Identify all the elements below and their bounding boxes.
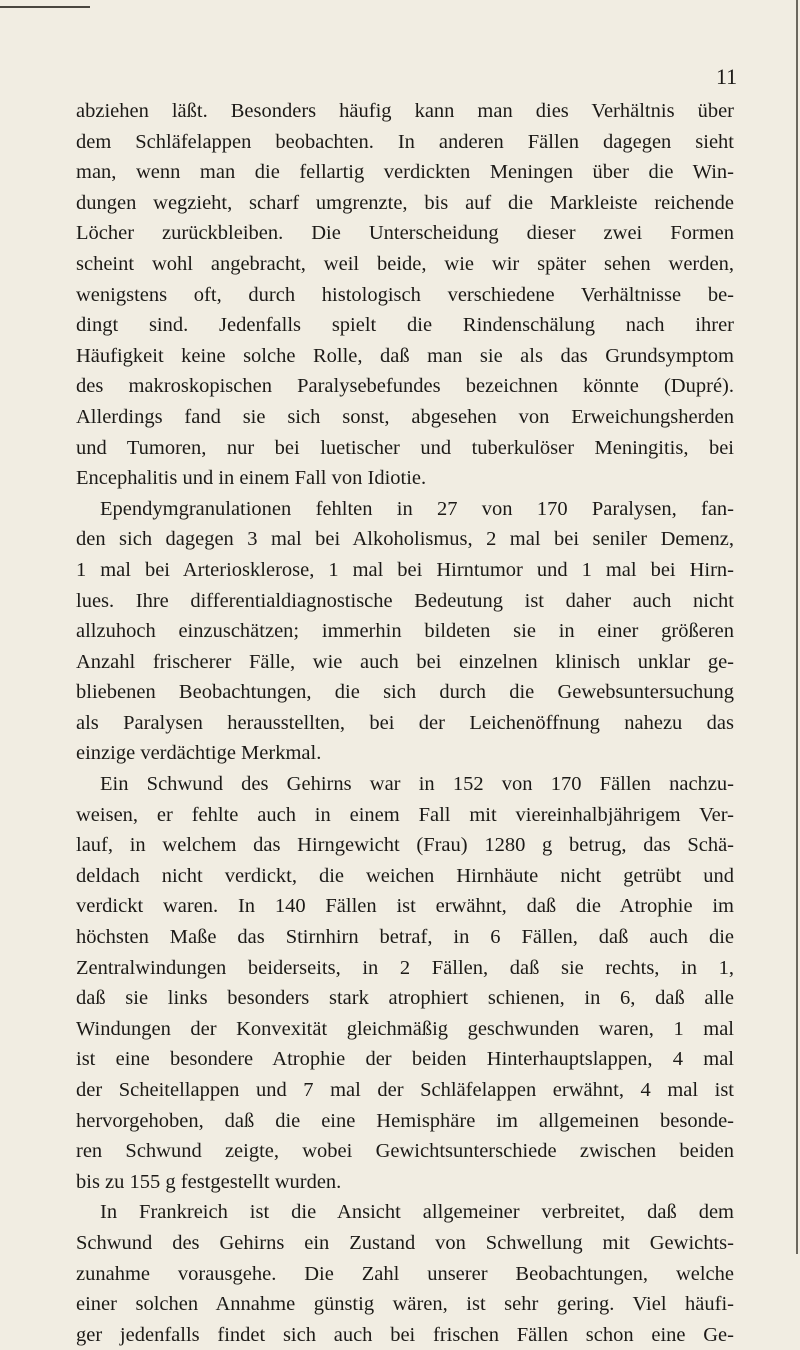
text-line: dingt sind. Jedenfalls spielt die Rindenschälung nach ihrer	[76, 314, 734, 337]
text-line: einzige verdächtige Merkmal.	[76, 742, 322, 765]
text-line: wenigstens oft, durch histologisch verschiedene Verhältnisse be-	[76, 283, 734, 306]
page-edge-top	[0, 6, 90, 8]
text-line: dungen wegzieht, scharf umgrenzte, bis auf die Markleiste reichende	[76, 191, 734, 214]
text-line: scheint wohl angebracht, weil beide, wie wir später sehen werden,	[76, 252, 734, 275]
text-line: lues. Ihre differentialdiagnostische Bedeutung ist daher auch nicht	[76, 589, 734, 612]
text-line: weisen, er fehlte auch in einem Fall mit viereinhalbjährigem Ver-	[76, 803, 734, 826]
text-line: ger jedenfalls findet sich auch bei frischen Fällen schon eine Ge-	[76, 1323, 734, 1346]
text-line: einer solchen Annahme günstig wären, ist sehr gering. Viel häufi-	[76, 1293, 734, 1316]
text-line: als Paralysen herausstellten, bei der Leichenöffnung nahezu das	[76, 711, 734, 734]
text-line: Schwund des Gehirns ein Zustand von Schwellung mit Gewichts-	[76, 1231, 734, 1254]
text-line: Zentralwindungen beiderseits, in 2 Fällen, daß sie rechts, in 1,	[76, 956, 734, 979]
text-line: daß sie links besonders stark atrophiert schienen, in 6, daß alle	[76, 987, 734, 1010]
text-line: Encephalitis und in einem Fall von Idiotie.	[76, 467, 427, 490]
text-line: ren Schwund zeigte, wobei Gewichtsunterschiede zwischen beiden	[76, 1140, 734, 1163]
text-line: In Frankreich ist die Ansicht allgemeiner verbreitet, daß dem	[100, 1201, 734, 1224]
text-line: zunahme vorausgehe. Die Zahl unserer Beobachtungen, welche	[76, 1262, 734, 1285]
text-line: der Scheitellappen und 7 mal der Schläfelappen erwähnt, 4 mal ist	[76, 1079, 734, 1101]
text-line: des makroskopischen Paralysebefundes bezeichnen könnte (Dupré).	[76, 375, 734, 398]
text-line: Ein Schwund des Gehirns war in 152 von 170 Fällen nachzu-	[100, 773, 734, 796]
text-line: man, wenn man die fellartig verdickten Meningen über die Win-	[76, 161, 734, 184]
text-line: verdickt waren. In 140 Fällen ist erwähnt, daß die Atrophie im	[76, 895, 734, 918]
text-line: dem Schläfelappen beobachten. In anderen Fällen dagegen sieht	[76, 130, 734, 153]
text-line: bliebenen Beobachtungen, die sich durch die Gewebsuntersuchung	[76, 681, 734, 704]
text-line: lauf, in welchem das Hirngewicht (Frau) 1280 g betrug, das Schä-	[76, 834, 734, 857]
text-line: allzuhoch einzuschätzen; immerhin bildeten sie in einer größeren	[76, 620, 734, 643]
text-line: Allerdings fand sie sich sonst, abgesehen von Erweichungsherden	[76, 405, 734, 428]
text-line: ist eine besondere Atrophie der beiden Hinterhauptslappen, 4 mal	[76, 1048, 734, 1071]
text-line: Ependymgranulationen fehlten in 27 von 170 Paralysen, fan-	[100, 497, 734, 520]
text-line: 1 mal bei Arteriosklerose, 1 mal bei Hirntumor und 1 mal bei Hirn-	[76, 558, 734, 581]
text-line: bis zu 155 g festgestellt wurden.	[76, 1170, 342, 1193]
text-line: deldach nicht verdickt, die weichen Hirnhäute nicht getrübt und	[76, 864, 734, 887]
text-line: hervorgehoben, daß die eine Hemisphäre im allgemeinen besonde-	[76, 1109, 734, 1132]
text-line: Windungen der Konvexität gleichmäßig geschwunden waren, 1 mal	[76, 1017, 734, 1040]
text-line: und Tumoren, nur bei luetischer und tuberkulöser Meningitis, bei	[76, 436, 734, 459]
text-line: Häufigkeit keine solche Rolle, daß man sie als das Grundsymptom	[76, 344, 734, 367]
text-line: abziehen läßt. Besonders häufig kann man dies Verhältnis über	[76, 100, 734, 122]
text-line: Anzahl frischerer Fälle, wie auch bei einzelnen klinisch unklar ge-	[76, 650, 734, 673]
page-edge-right	[796, 0, 798, 1254]
page-number: 11	[716, 64, 738, 89]
body-text	[76, 96, 734, 1350]
text-line: Löcher zurückbleiben. Die Unterscheidung dieser zwei Formen	[76, 222, 734, 245]
text-line: höchsten Maße das Stirnhirn betraf, in 6 Fällen, daß auch die	[76, 926, 734, 949]
text-line: den sich dagegen 3 mal bei Alkoholismus, 2 mal bei seniler Demenz,	[76, 528, 734, 551]
